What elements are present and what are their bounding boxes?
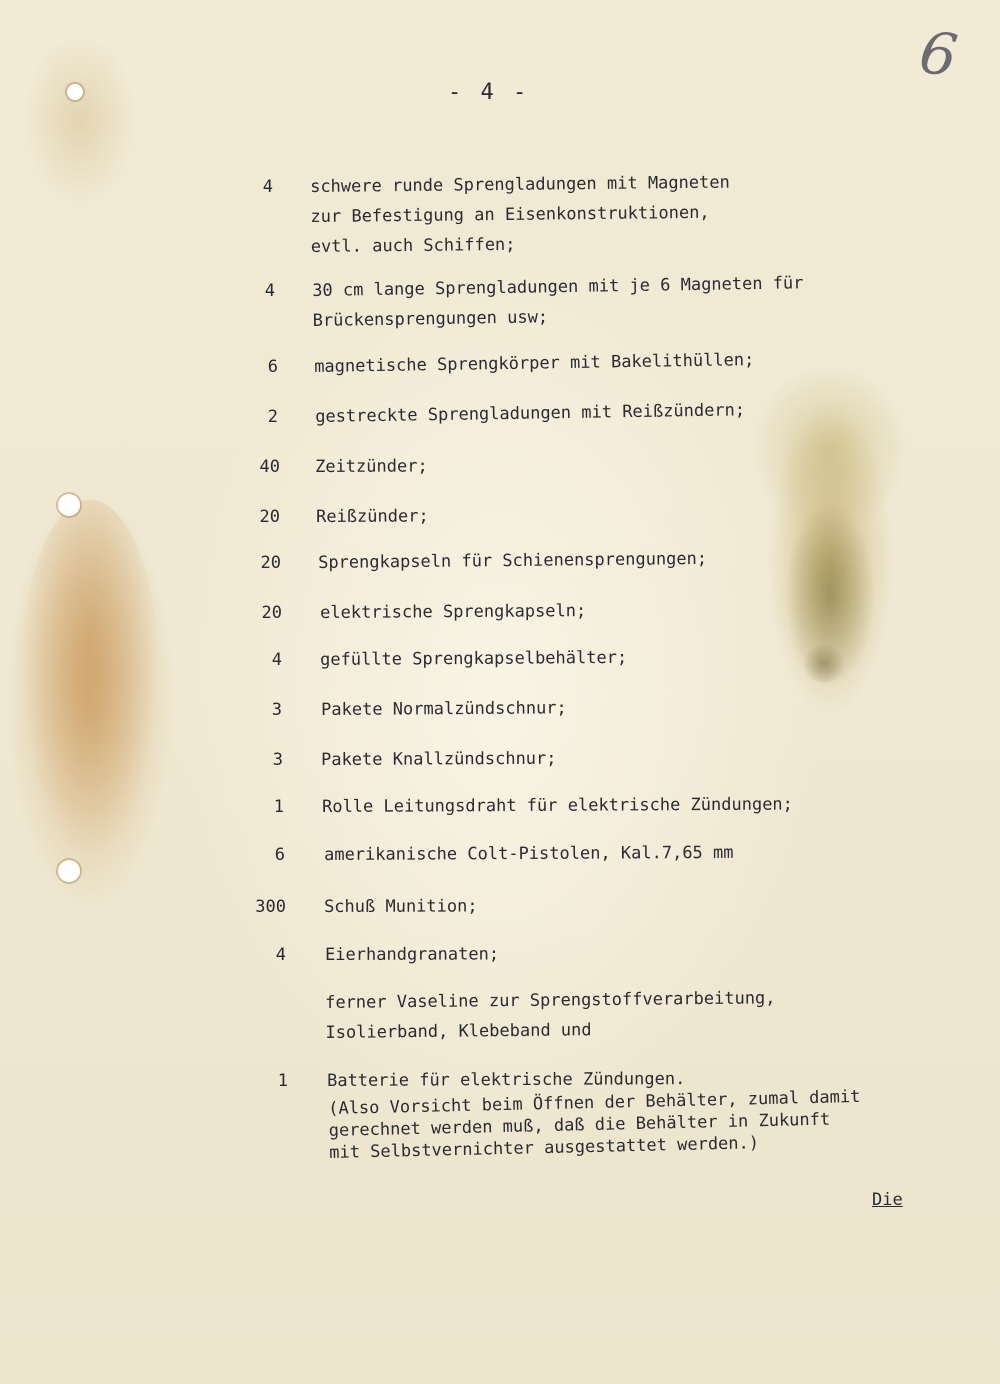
item-description-line: zur Befestigung an Eisenkonstruktionen, — [310, 202, 710, 227]
punch-hole-bottom — [58, 860, 80, 882]
item-quantity: 1 — [273, 797, 284, 817]
item-description — [315, 395, 745, 432]
item-description-line: evtl. auch Schiffen; — [310, 234, 516, 257]
item-description — [312, 268, 804, 336]
punch-hole-small — [67, 84, 83, 100]
burn-stain-left — [20, 500, 160, 860]
item-quantity: 3 — [272, 750, 283, 770]
item-description-line: schwere runde Sprengladungen mit Magneten — [310, 172, 730, 197]
note-line: mit Selbstvernichter ausgestattet werden.) — [329, 1133, 760, 1163]
item-description — [318, 544, 707, 578]
item-quantity: 40 — [259, 457, 280, 477]
item-description-line: Sprengkapseln für Schienensprengungen; — [318, 548, 708, 573]
item-description — [325, 983, 776, 1048]
item-description — [310, 168, 731, 262]
handwritten-page-mark: 6 — [915, 17, 962, 91]
item-quantity: 20 — [261, 603, 282, 623]
punch-hole-top — [58, 494, 80, 516]
item-description-line: Pakete Knallzündschnur; — [321, 748, 557, 770]
item-description — [316, 501, 429, 532]
page-number: - 4 - — [448, 80, 530, 105]
item-quantity: 6 — [274, 845, 285, 865]
item-description-line: Eierhandgranaten; — [325, 944, 500, 965]
stain-spot-right — [803, 645, 845, 683]
item-quantity: 2 — [267, 407, 278, 427]
item-description — [324, 891, 478, 922]
item-quantity: 6 — [267, 357, 278, 377]
item-description-line: Isolierband, Klebeband und — [325, 1020, 592, 1043]
item-description-line: Brückensprengungen usw; — [312, 307, 549, 331]
item-description — [324, 838, 734, 870]
item-description — [325, 939, 499, 970]
item-description-line: Rolle Leitungsdraht für elektrische Zündungen; — [322, 794, 793, 817]
item-quantity: 3 — [271, 700, 282, 720]
item-quantity: 20 — [260, 553, 281, 573]
item-description-line: Batterie für elektrische Zündungen. — [327, 1069, 686, 1091]
item-description-line: magnetische Sprengkörper mit Bakelithüllen; — [314, 350, 755, 377]
item-description — [321, 744, 557, 775]
item-quantity: 4 — [264, 281, 275, 301]
item-quantity: 4 — [275, 945, 286, 965]
note-line: gerechnet werden muß, daß die Behälter in Zukunft — [328, 1109, 831, 1141]
item-description — [320, 596, 586, 628]
item-description — [321, 693, 567, 725]
item-description — [314, 345, 755, 382]
item-description-line: ferner Vaseline zur Sprengstoffverarbeitung, — [325, 988, 776, 1013]
note-line: (Also Vorsicht beim Öffnen der Behälter, zumal damit — [328, 1086, 861, 1119]
warning-note — [328, 1086, 862, 1164]
item-description-line: Schuß Munition; — [324, 896, 478, 917]
item-description-line: amerikanische Colt-Pistolen, Kal.7,65 mm — [324, 842, 734, 865]
item-description — [320, 643, 627, 675]
item-description — [322, 790, 793, 822]
item-description — [315, 451, 428, 482]
item-quantity: 300 — [255, 897, 286, 917]
item-quantity: 4 — [271, 650, 282, 670]
item-quantity: 20 — [259, 507, 280, 527]
item-description-line: gestreckte Sprengladungen mit Reißzündern; — [315, 400, 746, 427]
item-description-line: Zeitzünder; — [315, 456, 428, 477]
item-description-line: gefüllte Sprengkapselbehälter; — [320, 647, 628, 670]
item-description-line: Reißzünder; — [316, 506, 429, 527]
item-description-line: 30 cm lange Sprengladungen mit je 6 Magneten für — [312, 273, 804, 301]
item-quantity: 4 — [262, 177, 273, 197]
item-quantity: 1 — [277, 1071, 288, 1091]
item-description-line: elektrische Sprengkapseln; — [320, 601, 587, 623]
item-description-line: Pakete Normalzündschnur; — [321, 698, 567, 720]
next-page-catchword: Die — [872, 1190, 903, 1210]
